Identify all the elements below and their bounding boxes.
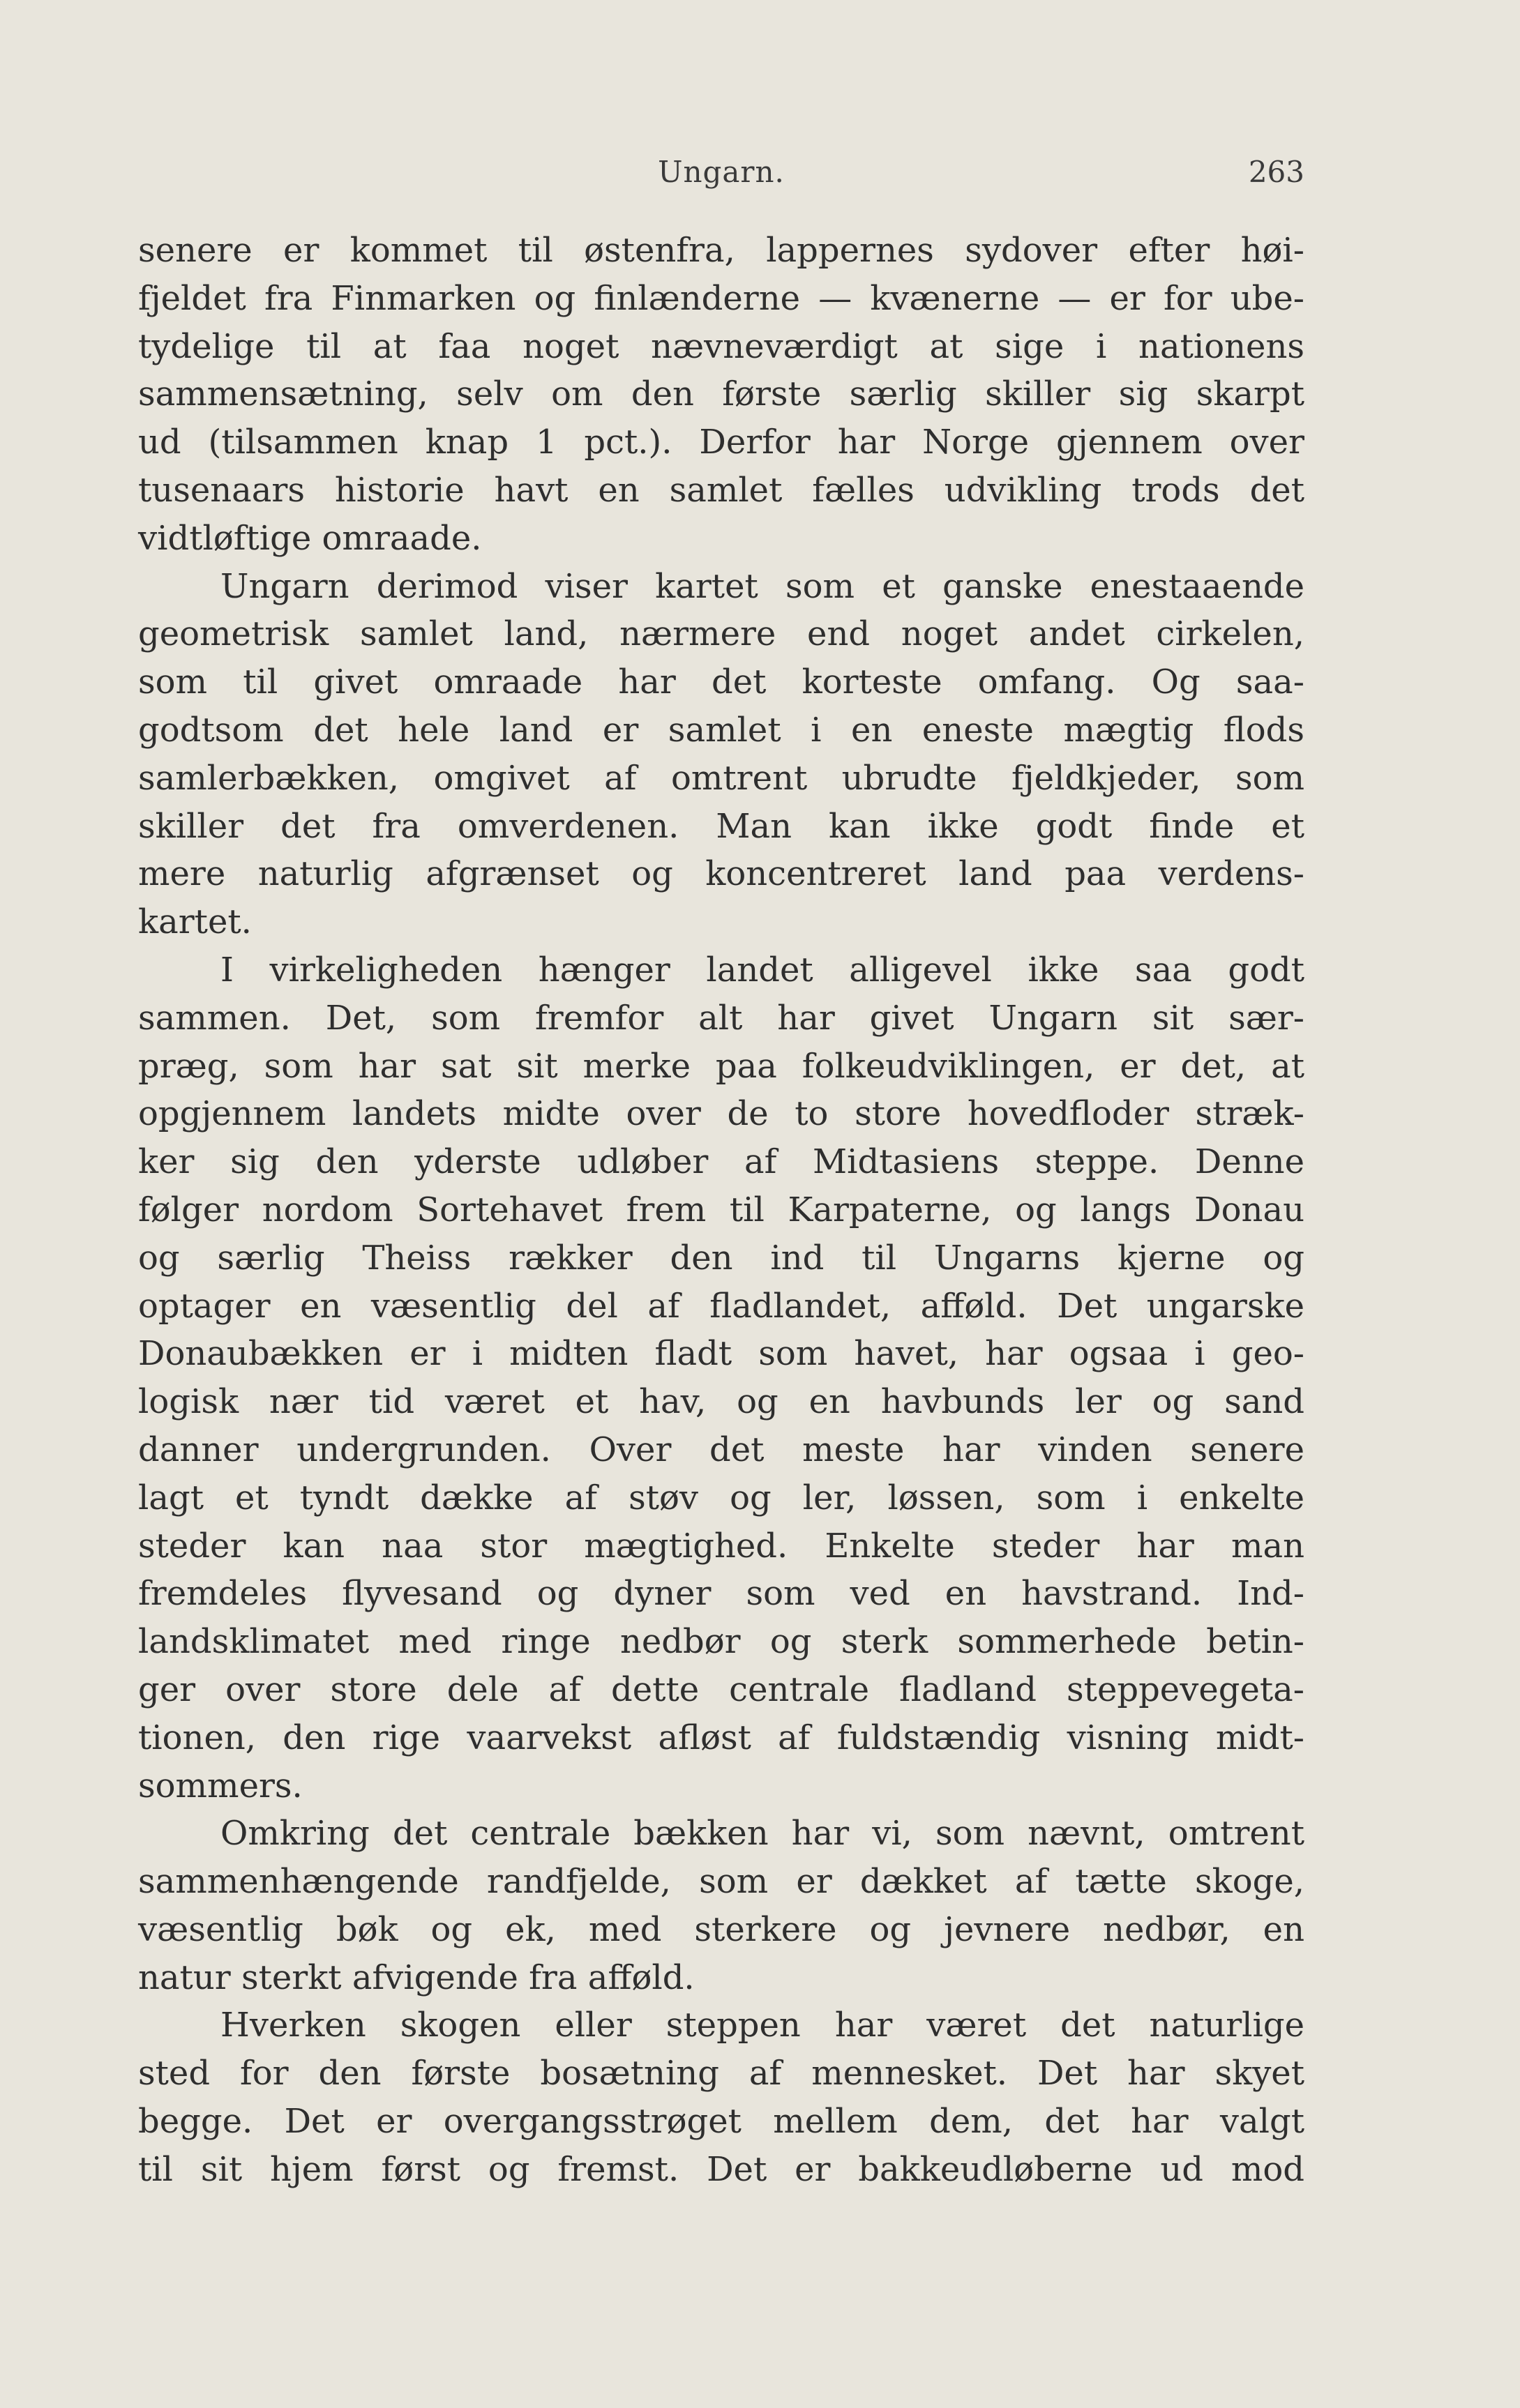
text-line: væsentlig bøk og ek, med sterkere og jevnere nedbør, en [138,1909,1304,1949]
page-header [138,155,1304,204]
text-line: ker sig den yderste udløber af Midtasiens steppe. Denne [138,1142,1304,1182]
text-line: Hverken skogen eller steppen har været det naturlige [220,2006,1304,2045]
body-text [138,227,1304,2194]
text-line: steder kan naa stor mægtighed. Enkelte steder har man [138,1526,1304,1566]
text-line: som til givet omraade har det korteste omfang. Og saa- [138,662,1304,702]
text-line: tydelige til at faa noget nævneværdigt at sige i nationens [138,326,1304,366]
text-line: optager en væsentlig del af fladlandet, afføld. Det ungarske [138,1286,1304,1326]
text-line: sted for den første bosætning af mennesket. Det har skyet [138,2054,1304,2093]
text-line: sammen. Det, som fremfor alt har givet Ungarn sit sær- [138,998,1304,1038]
text-line: følger nordom Sortehavet frem til Karpaterne, og langs Donau [138,1190,1304,1229]
text-line: præg, som har sat sit merke paa folkeudviklingen, er det, at [138,1046,1304,1086]
text-line: sammenhængende randfjelde, som er dækket af tætte skoge, [138,1862,1304,1902]
text-line: fjeldet fra Finmarken og finlænderne — kvænerne — er for ube- [138,278,1304,318]
page-number: 263 [1248,155,1304,189]
text-line: Ungarn derimod viser kartet som et ganske enestaaende [220,566,1304,606]
text-line: vidtløftige omraade. [138,518,482,558]
text-line: ud (tilsammen knap 1 pct.). Derfor har Norge gjennem over [138,423,1304,462]
text-line: natur sterkt afvigende fra afføld. [138,1958,695,1997]
running-title: Ungarn. [658,155,785,189]
text-line: landsklimatet med ringe nedbør og sterk sommerhede betin- [138,1622,1304,1662]
text-line: tionen, den rige vaarvekst afløst af fuldstændig visning midt- [138,1718,1304,1757]
text-line: Omkring det centrale bækken har vi, som nævnt, omtrent [220,1814,1304,1854]
text-line: Donaubækken er i midten fladt som havet, har ogsaa i geo- [138,1334,1304,1374]
text-line: geometrisk samlet land, nærmere end noget andet cirkelen, [138,614,1304,654]
text-line: fremdeles flyvesand og dyner som ved en havstrand. Ind- [138,1574,1304,1614]
text-line: danner undergrunden. Over det meste har vinden senere [138,1430,1304,1469]
text-line: samlerbækken, omgivet af omtrent ubrudte fjeldkjeder, som [138,758,1304,798]
text-line: tusenaars historie havt en samlet fælles udvikling trods det [138,470,1304,510]
text-line: sommers. [138,1766,303,1805]
text-line: lagt et tyndt dække af støv og ler, løssen, som i enkelte [138,1478,1304,1517]
text-line: kartet. [138,902,252,942]
text-line: ger over store dele af dette centrale fladland steppevegeta- [138,1669,1304,1709]
text-line: skiller det fra omverdenen. Man kan ikke godt finde et [138,806,1304,846]
text-line: sammensætning, selv om den første særlig skiller sig skarpt [138,374,1304,414]
text-line: og særlig Theiss rækker den ind til Ungarns kjerne og [138,1238,1304,1278]
text-line: opgjennem landets midte over de to store hovedfloder stræk- [138,1094,1304,1134]
text-line: mere naturlig afgrænset og koncentreret land paa verdens- [138,854,1304,894]
text-line: I virkeligheden hænger landet alligevel ikke saa godt [220,950,1304,990]
text-line: til sit hjem først og fremst. Det er bakkeudløberne ud mod [138,2149,1304,2189]
text-line: godtsom det hele land er samlet i en eneste mægtig flods [138,710,1304,750]
text-line: begge. Det er overgangsstrøget mellem dem, det har valgt [138,2102,1304,2142]
text-line: logisk nær tid været et hav, og en havbunds ler og sand [138,1382,1304,1422]
text-line: senere er kommet til østenfra, lappernes sydover efter høi- [138,231,1304,270]
